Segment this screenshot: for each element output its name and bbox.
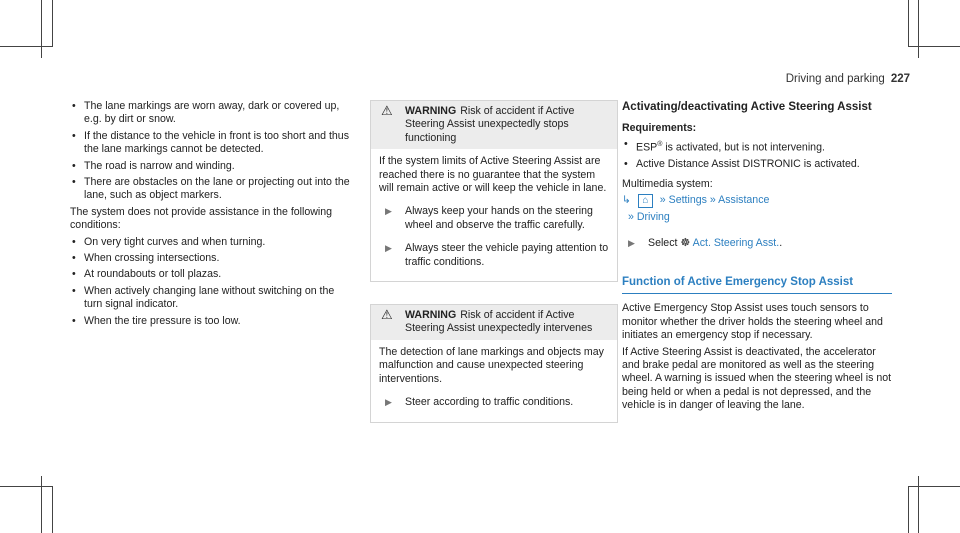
menu-path-arrow-icon: » xyxy=(709,194,716,207)
warning-label: WARNING xyxy=(405,309,457,322)
warning-icon: ⚠ xyxy=(381,307,393,323)
action-arrow-icon: ▶ xyxy=(385,397,392,408)
steering-assist-option[interactable]: Act. Steering Asst. xyxy=(692,236,780,249)
warning-header xyxy=(371,305,617,340)
section-heading: Activating/deactivating Active Steering Assist xyxy=(622,101,872,113)
paragraph: Active Emergency Stop Assist uses touch sensors to monitor whether the driver holds the steering wheel and initiates an emergency stop if necessary. xyxy=(622,302,883,342)
home-icon[interactable]: ⌂ xyxy=(638,194,653,208)
action-step: ▶ Steer according to traffic conditions. xyxy=(385,396,574,409)
column-3 xyxy=(622,100,892,416)
warning-text: The detection of lane markings and objects may malfunction and cause unexpected steering interventions. xyxy=(379,345,604,385)
action-arrow-icon: ▶ xyxy=(385,206,392,217)
action-step: ▶ Always keep your hands on the steering wheel and observe the traffic carefully. xyxy=(385,205,593,231)
warning-box xyxy=(370,100,618,282)
menu-path xyxy=(622,211,892,224)
paragraph: If Active Steering Assist is deactivated, the accelerator and brake pedal are monitored as well as the steering wheel. A warning is issued when the steering wheel is not being held or when a pedal is not depressed, and the vehicle is in danger of leaving the lane. xyxy=(622,345,892,412)
crop-mark xyxy=(0,46,52,47)
warning-body xyxy=(371,340,617,422)
list-item: • At roundabouts or toll plazas. xyxy=(72,268,222,281)
crop-mark xyxy=(908,486,909,533)
warning-label: WARNING xyxy=(405,105,457,117)
crop-mark xyxy=(52,0,53,47)
action-step: ▶ Select ☸ Act. Steering Asst.. xyxy=(628,236,783,249)
crop-mark xyxy=(908,0,909,47)
section-heading: Function of Active Emergency Stop Assist xyxy=(622,276,892,294)
crop-mark xyxy=(41,0,42,58)
page-header xyxy=(760,73,910,86)
list-item: • When the tire pressure is too low. xyxy=(72,314,241,327)
list-item: • The lane markings are worn away, dark or covered up, e.g. by dirt or snow. xyxy=(72,100,340,126)
list-item: • On very tight curves and when turning. xyxy=(72,235,266,248)
warning-icon: ⚠ xyxy=(381,103,393,118)
action-arrow-icon: ▶ xyxy=(628,237,635,248)
action-step: ▶ Always steer the vehicle paying attention to traffic conditions. xyxy=(385,242,609,268)
crop-mark xyxy=(41,476,42,533)
list-item: • If the distance to the vehicle in front is too short and thus the lane markings cannot be detected. xyxy=(72,129,349,156)
list-item: • The road is narrow and winding. xyxy=(72,159,235,172)
action-arrow-icon: ▶ xyxy=(385,243,392,254)
settings-link[interactable]: Settings xyxy=(668,194,707,207)
requirements-label: Requirements: xyxy=(622,122,697,134)
driving-link[interactable]: Driving xyxy=(636,211,670,224)
warning-title: Risk of accident if Active Steering Assist unexpectedly stops functioning xyxy=(405,105,575,144)
crop-mark xyxy=(918,476,919,533)
requirements-list xyxy=(622,138,892,171)
menu-path-arrow-icon: ↳ xyxy=(622,194,631,207)
warning-header xyxy=(371,101,617,149)
page-number: 227 xyxy=(890,73,910,85)
assistance-link[interactable]: Assistance xyxy=(718,194,770,207)
section-title: Driving and parking xyxy=(785,73,885,85)
conditions-list xyxy=(70,100,350,203)
crop-mark xyxy=(908,46,960,47)
steering-assist-icon: ☸ xyxy=(680,236,691,249)
list-item: • ESP® is activated, but is not intervening. xyxy=(624,138,825,154)
menu-path-arrow-icon: » xyxy=(628,211,634,224)
list-item: • There are obstacles on the lane or projecting out into the lane, such as object markers. xyxy=(72,176,350,202)
warning-title: Risk of accident if Active Steering Assist unexpectedly intervenes xyxy=(405,309,593,335)
no-assist-list xyxy=(70,236,350,328)
column-1 xyxy=(70,100,350,331)
warning-box xyxy=(370,304,618,422)
crop-mark xyxy=(0,486,52,487)
paragraph: The system does not provide assistance in the following conditions: xyxy=(70,205,333,232)
warning-text: If the system limits of Active Steering Assist are reached there is no guarantee that the system will remain active or will keep the vehicle in lane. xyxy=(379,155,607,195)
crop-mark xyxy=(908,486,960,487)
menu-path xyxy=(622,194,892,208)
list-item: • When actively changing lane without switching on the turn signal indicator. xyxy=(72,284,335,311)
menu-path-arrow-icon: » xyxy=(659,194,666,207)
warning-body xyxy=(371,149,617,281)
multimedia-label: Multimedia system: xyxy=(622,177,713,190)
column-2 xyxy=(370,100,618,435)
list-item: • When crossing intersections. xyxy=(72,252,220,265)
list-item: • Active Distance Assist DISTRONIC is activated. xyxy=(624,158,860,171)
crop-mark xyxy=(918,0,919,58)
crop-mark xyxy=(52,486,53,533)
